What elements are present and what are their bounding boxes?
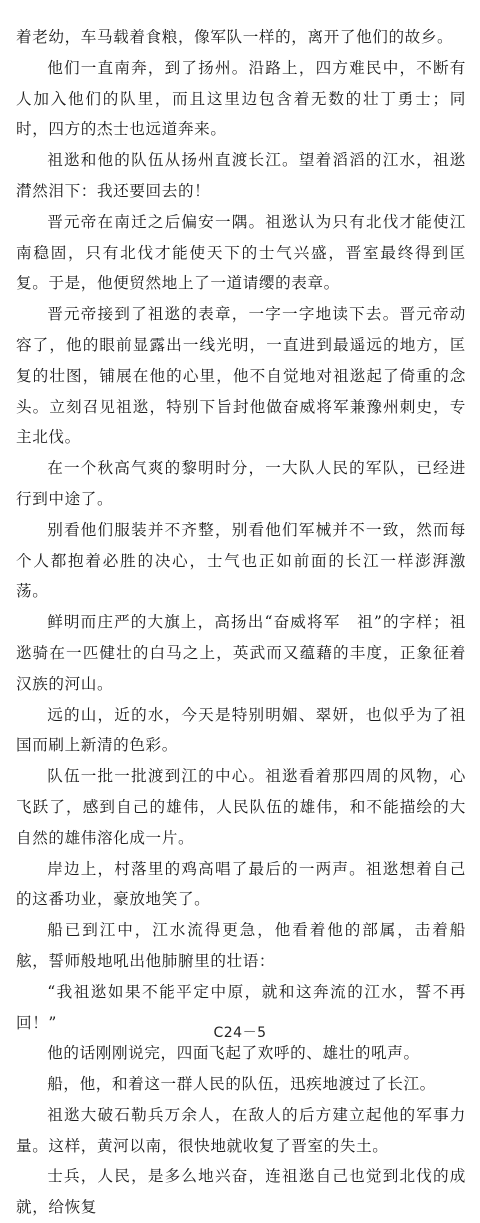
paragraph: 他们一直南奔，到了扬州。沿路上，四方难民中，不断有人加入他们的队里，而且这里边包含着无数的壮丁勇士；同时，四方的杰士也远道奔来。	[16, 58, 466, 139]
paragraph: 船，他，和着这一群人民的队伍，迅疾地渡过了长江。	[47, 1075, 436, 1094]
paragraph: 晋元帝在南迁之后偏安一隅。祖逖认为只有北伐才能使江南稳固，只有北伐才能使天下的士气兴盛，晋室最终得到匡复。于是，他便贸然地上了一道请缨的表章。	[16, 212, 466, 293]
quote-paragraph: “我祖逖如果不能平定中原，就和这奔流的江水，誓不再回！”	[16, 982, 466, 1032]
article-body	[16, 22, 466, 1223]
paragraph: 在一个秋高气爽的黎明时分，一大队人民的军队，已经进行到中途了。	[16, 459, 466, 508]
paragraph: 船已到江中，江水流得更急，他看着他的部属，击着船舷，誓师般地吼出他肺腑里的壮语：	[16, 921, 466, 970]
paragraph: 着老幼，车马载着食粮，像军队一样的，离开了他们的故乡。	[16, 28, 454, 46]
paragraph: 士兵，人民，是多么地兴奋，连祖逖自己也觉到北伐的成就，给恢复	[16, 1167, 466, 1217]
paragraph: 别看他们服装并不齐整，别看他们军械并不一致，然而每个人都抱着必胜的决心，士气也正如前面的长江一样澎湃激荡。	[16, 520, 466, 601]
paragraph: 鲜明而庄严的大旗上，高扬出“奋威将军 祖”的字样；祖逖骑在一匹健壮的白马之上，英武而又蕴藉的丰度，正象征着汉族的河山。	[16, 613, 466, 693]
paragraph: 祖逖大破石勒兵万余人，在敌人的后方建立起他的军事力量。这样，黄河以南，很快地就收复了晋室的失土。	[16, 1105, 466, 1155]
paragraph: 他的话刚刚说完，四面飞起了欢呼的、雄壮的吼声。	[47, 1044, 420, 1063]
page-number: C24－5	[213, 1025, 267, 1041]
paragraph: 岸边上，村落里的鸡高唱了最后的一两声。祖逖想着自己的这番功业，豪放地笑了。	[16, 859, 466, 909]
paragraph: 祖逖和他的队伍从扬州直渡长江。望着滔滔的江水，祖逖潸然泪下：我还要回去的！	[16, 151, 466, 200]
paragraph: 队伍一批一批渡到江的中心。祖逖看着那四周的风物，心飞跃了，感到自己的雄伟，人民队伍的雄伟，和不能描绘的大自然的雄伟溶化成一片。	[16, 767, 466, 847]
paragraph: 远的山，近的水，今天是特别明媚、翠妍，也似乎为了祖国而刷上新清的色彩。	[16, 705, 466, 755]
paragraph: 晋元帝接到了祖逖的表章，一字一字地读下去。晋元帝动容了，他的眼前显露出一线光明，一直进到最遥远的地方，匡复的壮图，铺展在他的心里，他不自觉地对祖逖起了倚重的念头。立刻召见祖逖，特别下旨封他做奋威将军兼豫州刺史，专主北伐。	[16, 305, 466, 447]
